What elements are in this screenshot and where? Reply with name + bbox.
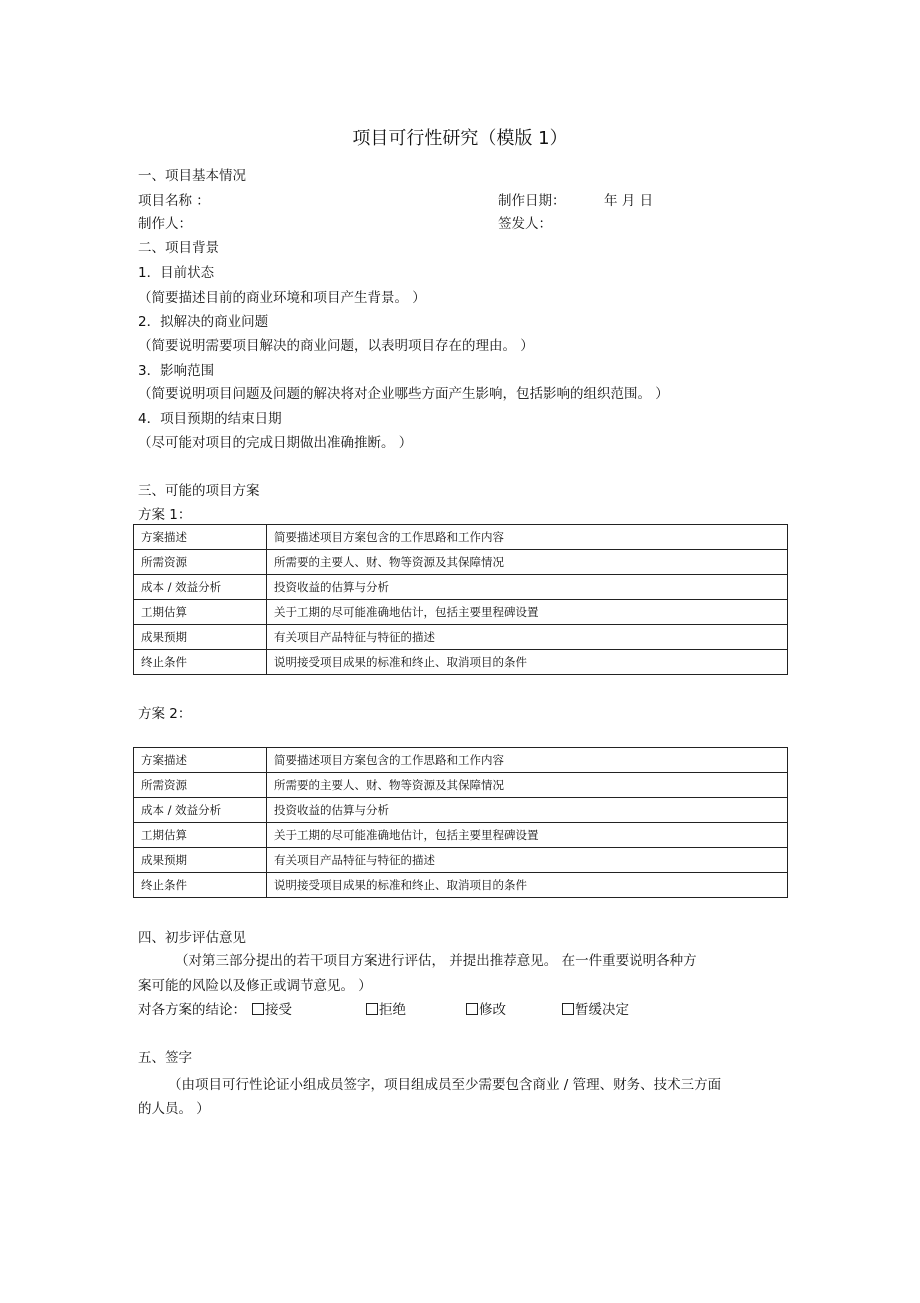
option-label: 暂缓决定 (575, 1002, 629, 1018)
table-row (134, 773, 788, 798)
table-value: 有关项目产品特征与特征的描述 (267, 848, 788, 873)
section-4-heading: 四、初步评估意见 (138, 930, 246, 946)
table-key: 成本 / 效益分析 (134, 575, 267, 600)
table-row (134, 625, 788, 650)
evaluation-text-line-1: （对第三部分提出的若干项目方案进行评估， 并提出推荐意见。 在一件重要说明各种方 (175, 953, 697, 969)
bg-item-note: （简要说明需要项目解决的商业问题，以表明项目存在的理由。 ） (138, 338, 534, 354)
checkbox-icon[interactable] (562, 1003, 574, 1015)
section-2-heading: 二、项目背景 (138, 240, 219, 256)
table-row (134, 600, 788, 625)
table-value: 说明接受项目成果的标准和终止、取消项目的条件 (267, 873, 788, 898)
table-row (134, 873, 788, 898)
project-name-label: 项目名称 ： (138, 193, 210, 209)
table-row (134, 550, 788, 575)
checkbox-icon[interactable] (366, 1003, 378, 1015)
evaluation-text-line-2: 案可能的风险以及修正或调节意见。 ） (138, 978, 372, 994)
table-key: 工期估算 (134, 600, 267, 625)
option-modify[interactable] (466, 998, 506, 1018)
option-label: 修改 (479, 1002, 506, 1018)
option-label: 接受 (265, 1002, 292, 1018)
signature-text-line-1: （由项目可行性论证小组成员签字，项目组成员至少需要包含商业 / 管理、财务、技术三方面 (168, 1077, 722, 1093)
table-value: 关于工期的尽可能准确地估计，包括主要里程碑设置 (267, 823, 788, 848)
table-key: 成果预期 (134, 625, 267, 650)
table-row (134, 748, 788, 773)
table-key: 方案描述 (134, 525, 267, 550)
table-value: 简要描述项目方案包含的工作思路和工作内容 (267, 525, 788, 550)
section-1-heading: 一、项目基本情况 (138, 168, 246, 184)
plan-2-table (133, 747, 788, 898)
conclusion-label: 对各方案的结论： (138, 1002, 246, 1018)
author-label: 制作人： (138, 216, 192, 232)
bg-item-label: 1．目前状态 (138, 265, 215, 281)
bg-item-label: 4．项目预期的结束日期 (138, 411, 282, 427)
table-value: 说明接受项目成果的标准和终止、取消项目的条件 (267, 650, 788, 675)
bg-item-note: （简要说明项目问题及问题的解决将对企业哪些方面产生影响，包括影响的组织范围。 ） (138, 386, 669, 402)
table-value: 有关项目产品特征与特征的描述 (267, 625, 788, 650)
table-value: 所需要的主要人、财、物等资源及其保障情况 (267, 550, 788, 575)
plan-1-label: 方案 1： (138, 507, 192, 523)
option-accept[interactable] (252, 998, 292, 1018)
date-label: 制作日期： (498, 193, 566, 209)
table-value: 所需要的主要人、财、物等资源及其保障情况 (267, 773, 788, 798)
plan-2-label: 方案 2： (138, 706, 192, 722)
table-key: 成本 / 效益分析 (134, 798, 267, 823)
section-5-heading: 五、签字 (138, 1050, 192, 1066)
bg-item-label: 3．影响范围 (138, 363, 215, 379)
checkbox-icon[interactable] (252, 1003, 264, 1015)
option-label: 拒绝 (379, 1002, 406, 1018)
bg-item-label: 2．拟解决的商业问题 (138, 314, 269, 330)
option-reject[interactable] (366, 998, 406, 1018)
table-row (134, 575, 788, 600)
section-3-heading: 三、可能的项目方案 (138, 483, 260, 499)
date-units: 年 月 日 (604, 193, 654, 209)
plan-1-table (133, 524, 788, 675)
table-value: 简要描述项目方案包含的工作思路和工作内容 (267, 748, 788, 773)
table-key: 终止条件 (134, 650, 267, 675)
table-value: 投资收益的估算与分析 (267, 798, 788, 823)
checkbox-icon[interactable] (466, 1003, 478, 1015)
table-row (134, 823, 788, 848)
page-title: 项目可行性研究（模版 1） (352, 128, 568, 149)
table-row (134, 650, 788, 675)
table-row (134, 848, 788, 873)
table-key: 所需资源 (134, 550, 267, 575)
table-key: 终止条件 (134, 873, 267, 898)
table-key: 所需资源 (134, 773, 267, 798)
table-key: 成果预期 (134, 848, 267, 873)
bg-item-note: （尽可能对项目的完成日期做出准确推断。 ） (138, 435, 413, 451)
bg-item-note: （简要描述目前的商业环境和项目产生背景。 ） (138, 290, 426, 306)
issuer-label: 签发人： (498, 216, 552, 232)
table-row (134, 798, 788, 823)
table-value: 投资收益的估算与分析 (267, 575, 788, 600)
table-value: 关于工期的尽可能准确地估计，包括主要里程碑设置 (267, 600, 788, 625)
option-defer[interactable] (562, 998, 629, 1018)
signature-text-line-2: 的人员。 ） (138, 1101, 210, 1117)
table-row (134, 525, 788, 550)
table-key: 工期估算 (134, 823, 267, 848)
table-key: 方案描述 (134, 748, 267, 773)
